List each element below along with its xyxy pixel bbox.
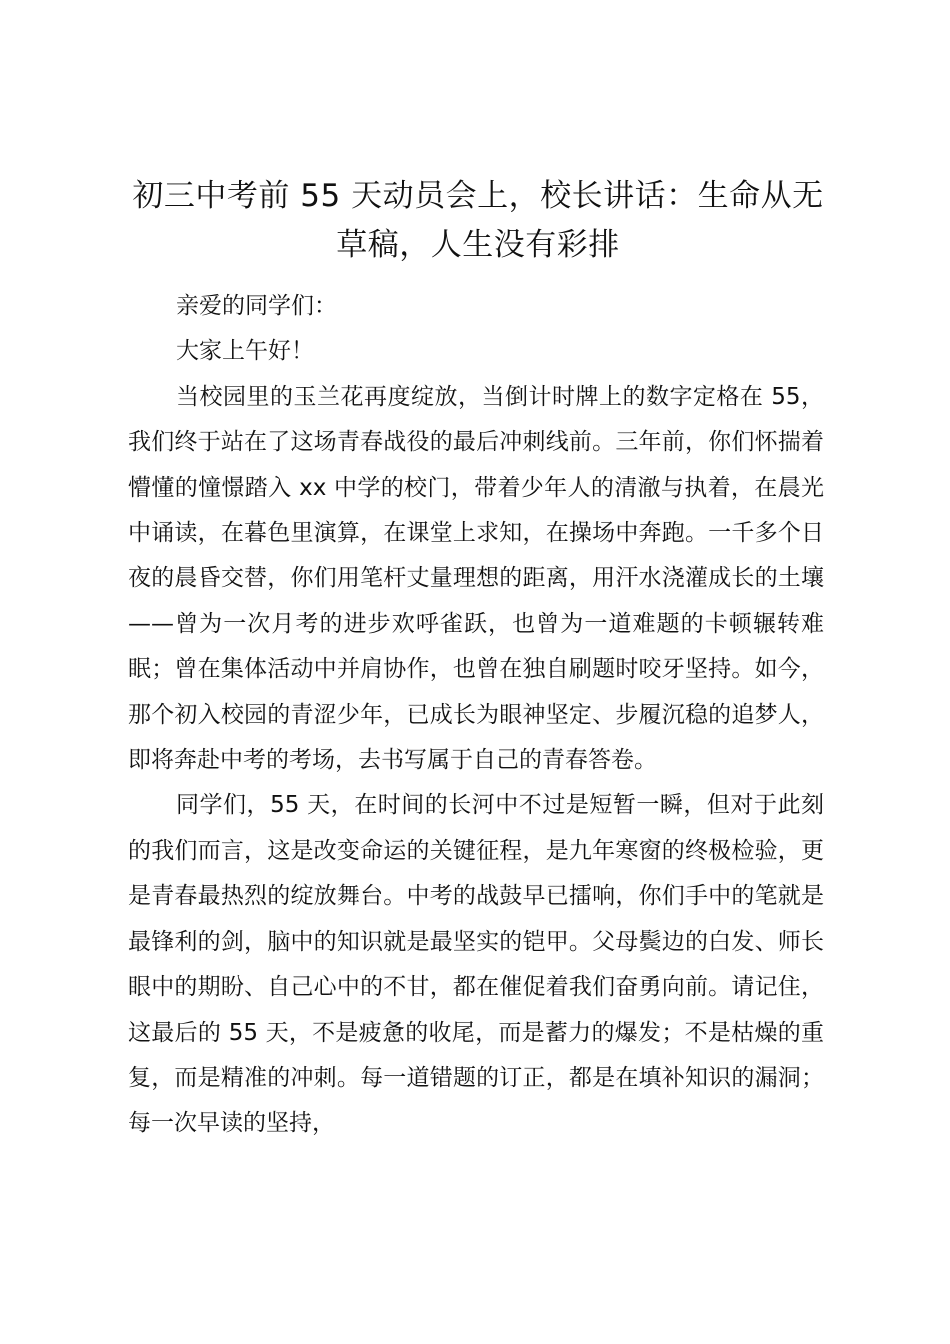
document-title: 初三中考前 55 天动员会上，校长讲话：生命从无草稿，人生没有彩排	[132, 178, 824, 263]
paragraph-greeting: 大家上午好！	[176, 338, 314, 365]
paragraph-body-2: 同学们，55 天，在时间的长河中不过是短暂一瞬，但对于此刻的我们而言，这是改变命运的关键征程，是九年寒窗的终极检验，更是青春最热烈的绽放舞台。中考的战鼓早已擂响，你们手中的笔就是最锋利的剑，脑中的知识就是最坚实的铠甲。父母鬓边的白发、师长眼中的期盼、自己心中的不甘，都在催促着我们奋勇向前。请记住，这最后的 55 天，不是疲惫的收尾，而是蓄力的爆发；不是枯燥的重复，而是精准的冲刺。每一道错题的订正，都是在填补知识的漏洞；每一次早读的坚持，	[128, 792, 824, 1137]
document-body	[128, 284, 824, 1147]
paragraph-body-1: 当校园里的玉兰花再度绽放，当倒计时牌上的数字定格在 55，我们终于站在了这场青春战役的最后冲刺线前。三年前，你们怀揣着懵懂的憧憬踏入 xx 中学的校门，带着少年人的清澈与执着，在晨光中诵读，在暮色里演算，在课堂上求知，在操场中奔跑。一千多个日夜的晨昏交替，你们用笔杆丈量理想的距离，用汗水浇灌成长的土壤——曾为一次月考的进步欢呼雀跃，也曾为一道难题的卡顿辗转难眠；曾在集体活动中并肩协作，也曾在独自刷题时咬牙坚持。如今，那个初入校园的青涩少年，已成长为眼神坚定、步履沉稳的追梦人，即将奔赴中考的考场，去书写属于自己的青春答卷。	[128, 383, 824, 774]
paragraph-salutation: 亲爱的同学们：	[176, 293, 337, 319]
